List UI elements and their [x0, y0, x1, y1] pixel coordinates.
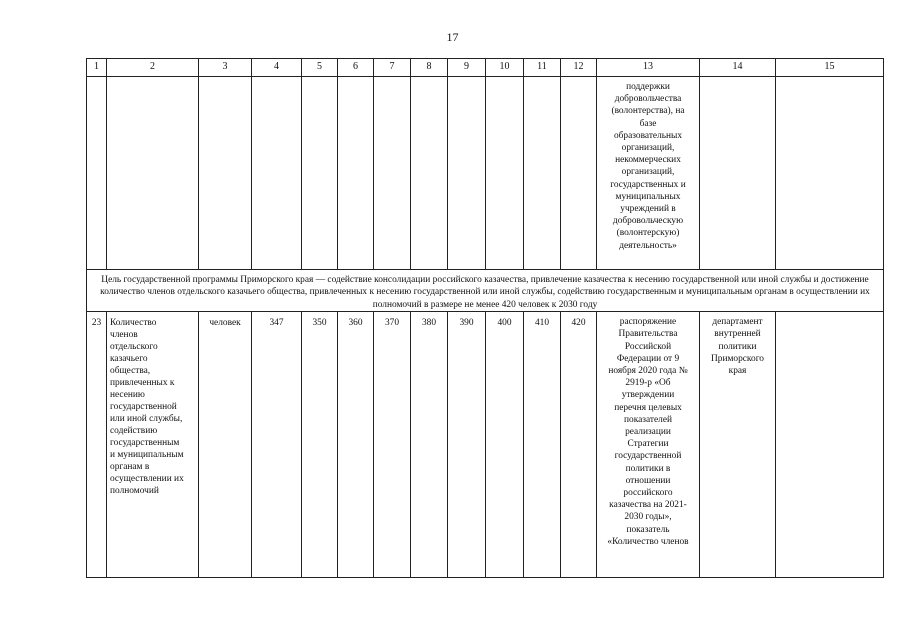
column-number: 5 — [302, 59, 338, 77]
unit-of-measure: человек — [209, 318, 241, 329]
column-number: 13 — [597, 59, 700, 77]
indicator-value: 380 — [421, 318, 437, 329]
empty-cell — [199, 77, 252, 270]
column-number: 15 — [776, 59, 884, 77]
empty-cell — [107, 77, 199, 270]
indicator-cell — [107, 312, 199, 578]
empty-cell — [87, 77, 107, 270]
empty-cell — [700, 77, 776, 270]
page-number: 17 — [446, 30, 459, 44]
column-number: 6 — [338, 59, 374, 77]
value-cell — [411, 312, 448, 578]
empty-cell — [302, 77, 338, 270]
indicators-table — [86, 58, 884, 578]
indicator-value: 360 — [348, 318, 363, 329]
column-number: 9 — [448, 59, 486, 77]
indicator-value: 400 — [497, 318, 512, 329]
value-cell — [524, 312, 561, 578]
value-cell — [561, 312, 597, 578]
column-number: 2 — [107, 59, 199, 77]
column-number: 10 — [486, 59, 524, 77]
column-number: 1 — [87, 59, 107, 77]
value-cell — [448, 312, 486, 578]
value-cell — [486, 312, 524, 578]
empty-cell — [561, 77, 597, 270]
empty-cell — [776, 77, 884, 270]
empty-cell — [524, 77, 561, 270]
indicator-value: 370 — [384, 318, 400, 329]
column-number: 11 — [524, 59, 561, 77]
unit-cell — [199, 312, 252, 578]
continuation-row — [87, 77, 884, 270]
column-number-row — [87, 59, 884, 77]
column-number: 8 — [411, 59, 448, 77]
indicator-value: 347 — [269, 318, 284, 329]
empty-cell — [411, 77, 448, 270]
indicator-value: 420 — [571, 318, 586, 329]
continuation-text-cell — [597, 77, 700, 270]
source-cell — [597, 312, 700, 578]
indicator-value: 390 — [459, 318, 474, 329]
value-cell — [302, 312, 338, 578]
column-number: 7 — [374, 59, 411, 77]
row-number: 23 — [91, 318, 102, 329]
indicator-name: Количество членов отдельского казачьего общества, привлеченных к несению государственной или иной службы, содействию государственным и муниципальным органам в осуществлении их полномочий — [110, 318, 184, 497]
indicator-value: 350 — [312, 318, 327, 329]
responsible-cell — [700, 312, 776, 578]
column-number: 4 — [252, 59, 302, 77]
source-document: распоряжение Правительства Российской Федерации от 9 ноября 2020 года № 2919-р «Об утверждении перечня целевых показателей реализации Стратегии государственной политики в отношении российского казачества на 2021- 2030 годы», показатель «Количество членов — [607, 317, 689, 547]
indicator-value: 410 — [534, 318, 550, 329]
value-cell — [252, 312, 302, 578]
goal-row — [87, 270, 884, 312]
empty-cell — [374, 77, 411, 270]
table-row — [87, 312, 884, 578]
empty-cell — [776, 312, 884, 578]
continuation-text: поддержки добровольчества (волонтерства), на базе образовательных организаций, некоммерческих организаций, государственных и муниципальных учреждений в добровольческую (волонтерскую) деятельность» — [610, 82, 686, 251]
empty-cell — [338, 77, 374, 270]
column-number: 12 — [561, 59, 597, 77]
value-cell — [338, 312, 374, 578]
empty-cell — [252, 77, 302, 270]
responsible-body: департамент внутренней политики Приморского края — [710, 317, 764, 377]
column-15-value — [776, 312, 883, 316]
empty-cell — [448, 77, 486, 270]
empty-cell — [486, 77, 524, 270]
column-number: 14 — [700, 59, 776, 77]
goal-cell — [87, 270, 884, 312]
row-number-cell — [87, 312, 107, 578]
program-goal-text: Цель государственной программы Приморского края — содействие консолидации российского казачества, привлечение казачества к несению государственной или иной службы и достижение количество членов отдельского казачьего общества, привлеченных к несению государственной или иной службы, содействию государственным и муниципальным органам в осуществлении их полномочий в размере не менее 420 человек к 2030 году — [100, 275, 870, 310]
value-cell — [374, 312, 411, 578]
column-number: 3 — [199, 59, 252, 77]
